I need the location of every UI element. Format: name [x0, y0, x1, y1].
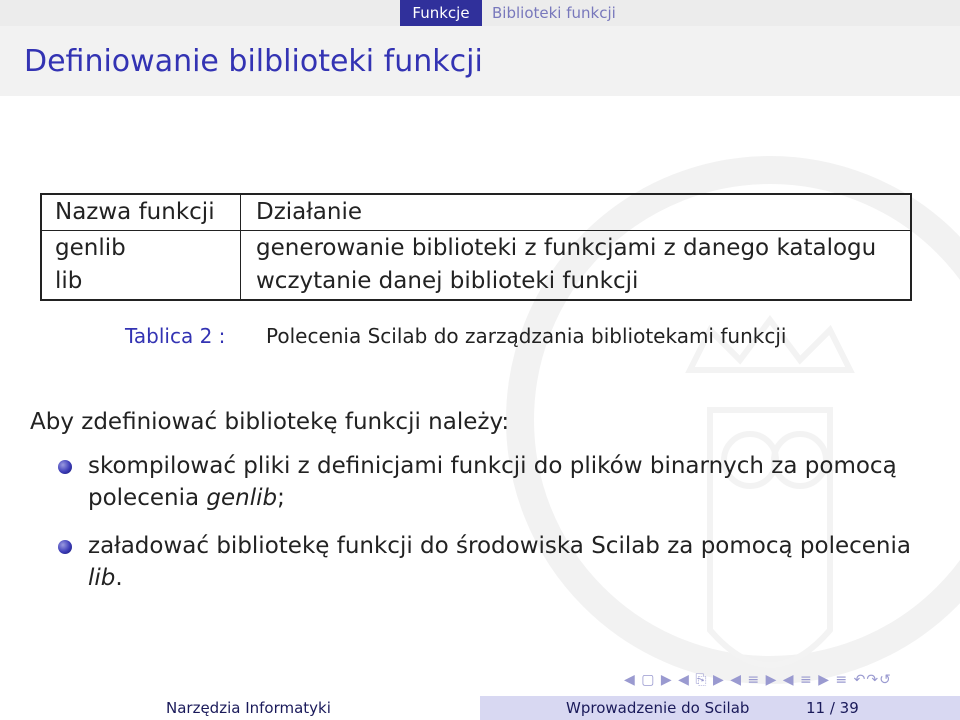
list-item-end: .	[115, 565, 123, 591]
nav-section-biblioteki[interactable]: Biblioteki funkcji	[492, 4, 616, 22]
command-name: genlib	[206, 485, 278, 511]
table-cell-action: generowanie biblioteki z funkcjami z danego katalogu	[256, 235, 877, 261]
footer-course-title: Narzędzia Informatyki	[166, 699, 331, 717]
list-item-text: załadować bibliotekę funkcji do środowiska Scilab za pomocą polecenia	[88, 533, 911, 559]
list-item-text: skompilować pliki z definicjami funkcji do plików binarnych za pomocą polecenia	[88, 453, 897, 511]
footer-page-number: 11 / 39	[806, 699, 859, 717]
nav-section-funkcje[interactable]: Funkcje	[400, 0, 482, 26]
frame-title: Definiowanie bilblioteki funkcji	[24, 44, 483, 79]
command-name: lib	[88, 565, 116, 591]
bullet-icon	[58, 540, 72, 554]
table-header-name: Nazwa funkcji	[55, 199, 215, 225]
functions-table	[40, 193, 912, 301]
list-item	[88, 450, 948, 514]
table-cell-name: genlib	[55, 235, 126, 261]
table-caption-text: Polecenia Scilab do zarządzania bibliotekami funkcji	[266, 324, 787, 348]
intro-text: Aby zdefiniować bibliotekę funkcji należy:	[30, 409, 510, 435]
beamer-navigation-icons[interactable]: ◀ ▢ ▶ ◀ ⎘ ▶ ◀ ≡ ▶ ◀ ≡ ▶ ≡ ↶↷↺	[624, 672, 892, 688]
table-header-divider	[42, 230, 910, 231]
table-cell-name: lib	[55, 268, 83, 294]
table-column-divider	[240, 195, 241, 299]
table-header-action: Działanie	[256, 199, 363, 225]
table-caption-label: Tablica 2 :	[125, 324, 226, 348]
bullet-icon	[58, 460, 72, 474]
footer-presentation-title: Wprowadzenie do Scilab	[566, 699, 750, 717]
list-item-end: ;	[277, 485, 285, 511]
table-cell-action: wczytanie danej biblioteki funkcji	[256, 268, 639, 294]
list-item	[88, 530, 948, 594]
